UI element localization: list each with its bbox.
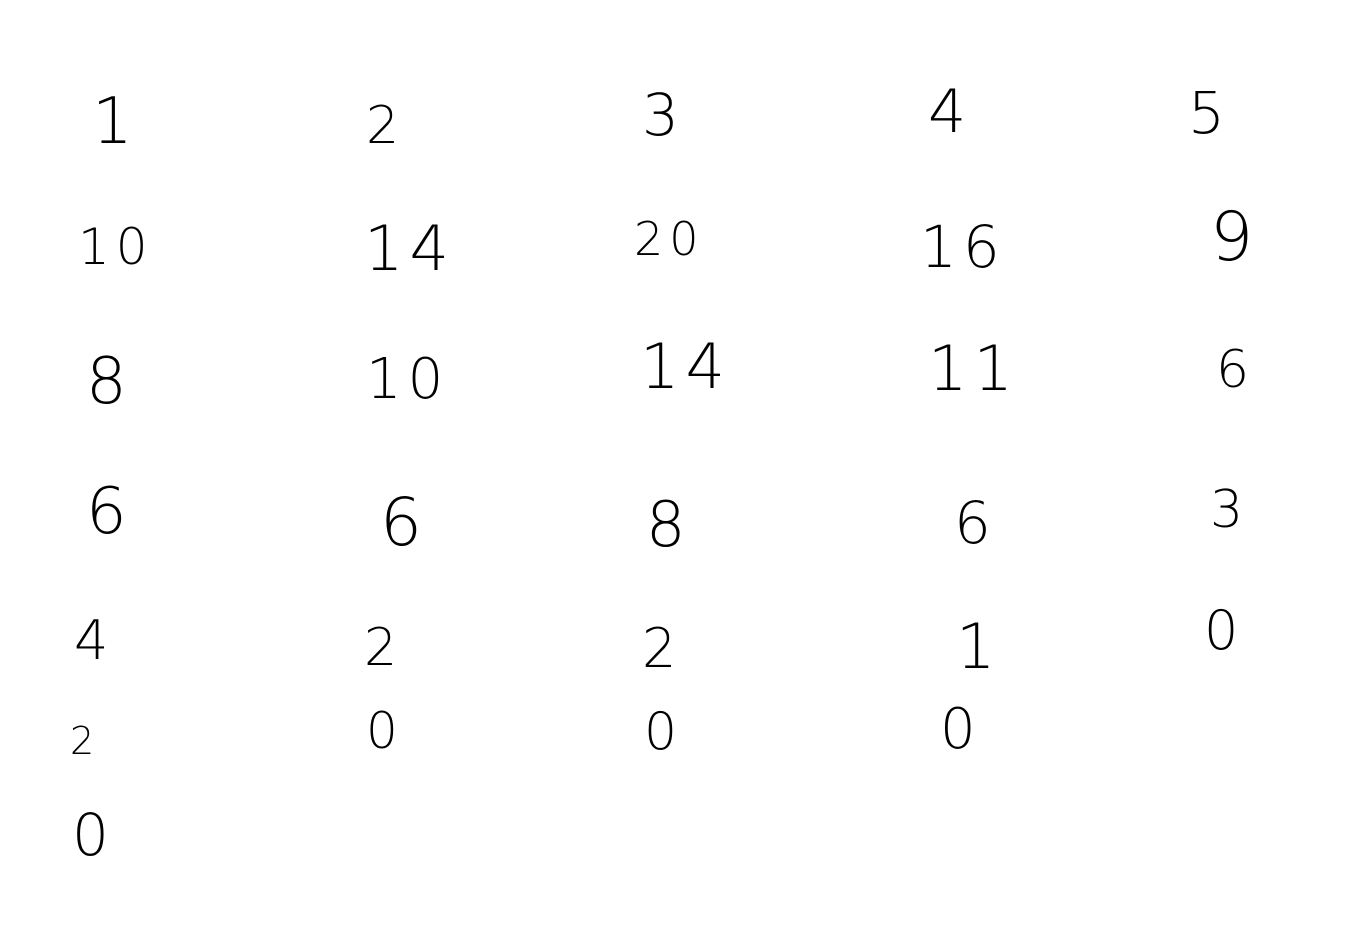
column-1-value-4: 4 [74,609,115,672]
column-4-value-1: 16 [920,213,1006,281]
column-3-value-3: 8 [646,488,692,561]
column-2-value-5: 0 [366,702,404,760]
column-1-value-1: 10 [78,218,154,276]
column-2-value-4: 2 [364,618,404,678]
column-2-value-2: 10 [366,347,450,412]
column-3-value-2: 14 [640,330,731,403]
column-3-header: 3 [642,81,685,149]
column-1-value-5: 2 [70,719,101,763]
column-4-value-3: 6 [954,489,997,557]
column-4-value-4: 1 [956,610,1002,683]
column-1-value-6: 0 [72,801,115,869]
column-5-value-2: 6 [1216,340,1256,400]
column-5-value-4: 0 [1204,599,1245,662]
column-1-value-2: 8 [86,345,133,419]
column-2-header: 2 [366,96,406,156]
column-4-value-2: 11 [928,332,1019,405]
column-1-header: 1 [92,85,139,159]
column-4-header: 4 [928,77,973,147]
column-5-value-1: 9 [1210,198,1260,277]
column-5-value-3: 3 [1210,480,1250,540]
column-2-value-1: 14 [364,212,455,285]
column-2-value-3: 6 [380,484,428,561]
column-3-value-4: 2 [642,617,683,680]
column-3-value-5: 0 [644,702,684,762]
column-3-value-1: 20 [634,212,705,266]
column-5-header: 5 [1188,79,1231,147]
column-4-value-5: 0 [940,697,982,762]
column-1-value-3: 6 [86,475,133,549]
